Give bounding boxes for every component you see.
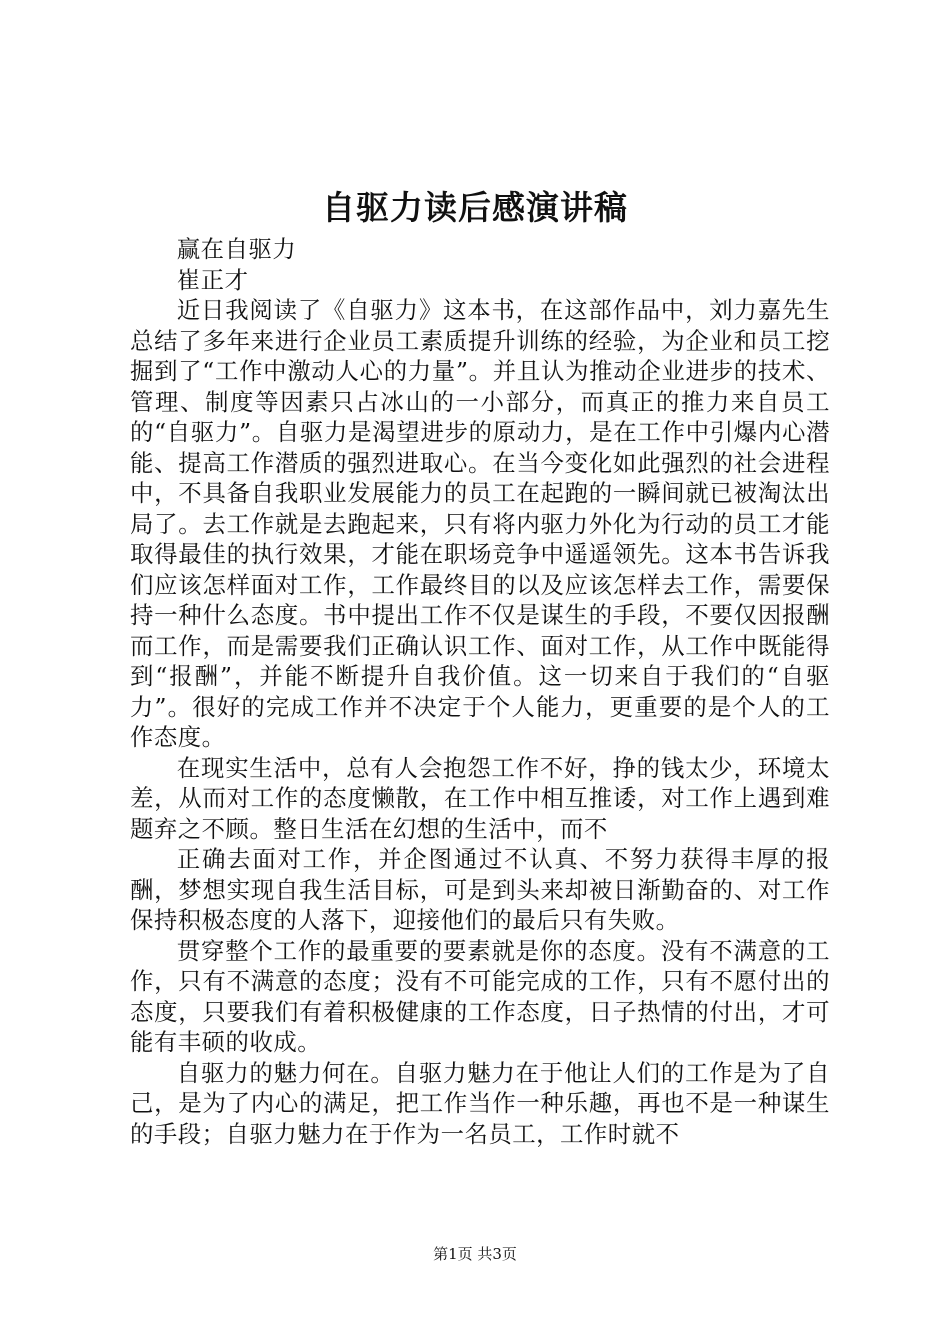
- document-body: [130, 234, 830, 1149]
- paragraph: 正确去面对工作，并企图通过不认真、不努力获得丰厚的报酬，梦想实现自我生活目标，可是到头来却被日渐勤奋的、对工作保持积极态度的人落下，迎接他们的最后只有失败。: [130, 845, 830, 934]
- author-line: 崔正才: [176, 265, 249, 294]
- document-title: 自驱力读后感演讲稿: [322, 188, 628, 227]
- paragraph: 贯穿整个工作的最重要的要素就是你的态度。没有不满意的工作，只有不满意的态度；没有不可能完成的工作，只有不愿付出的态度，只要我们有着积极健康的工作态度，日子热情的付出，才可能有丰硕的收成。: [130, 936, 830, 1056]
- page-footer: 第1页 共3页: [433, 1245, 517, 1263]
- paragraph: 近日我阅读了《自驱力》这本书，在这部作品中，刘力嘉先生总结了多年来进行企业员工素质提升训练的经验，为企业和员工挖掘到了“工作中激动人心的力量”。并且认为推动企业进步的技术、管理、制度等因素只占冰山的一小部分，而真正的推力来自员工的“自驱力”。自驱力是渴望进步的原动力，是在工作中引爆内心潜能、提高工作潜质的强烈进取心。在当今变化如此强烈的社会进程中，不具备自我职业发展能力的员工在起跑的一瞬间就已被淘汰出局了。去工作就是去跑起来，只有将内驱力外化为行动的员工才能取得最佳的执行效果，才能在职场竞争中遥遥领先。这本书告诉我们应该怎样面对工作，工作最终目的以及应该怎样去工作，需要保持一种什么态度。书中提出工作不仅是谋生的手段，不要仅因报酬而工作，而是需要我们正确认识工作、面对工作，从工作中既能得到“报酬”，并能不断提升自我价值。这一切来自于我们的“自驱力”。很好的完成工作并不决定于个人能力，更重要的是个人的工作态度。: [130, 296, 830, 751]
- paragraph: 在现实生活中，总有人会抱怨工作不好，挣的钱太少，环境太差，从而对工作的态度懒散，在工作中相互推诿，对工作上遇到难题弃之不顾。整日生活在幻想的生活中，而不: [130, 753, 830, 843]
- subtitle-line: 赢在自驱力: [176, 235, 297, 263]
- paragraph: 自驱力的魅力何在。自驱力魅力在于他让人们的工作是为了自己，是为了内心的满足，把工作当作一种乐趣，再也不是一种谋生的手段；自驱力魅力在于作为一名员工，工作时就不: [130, 1058, 830, 1148]
